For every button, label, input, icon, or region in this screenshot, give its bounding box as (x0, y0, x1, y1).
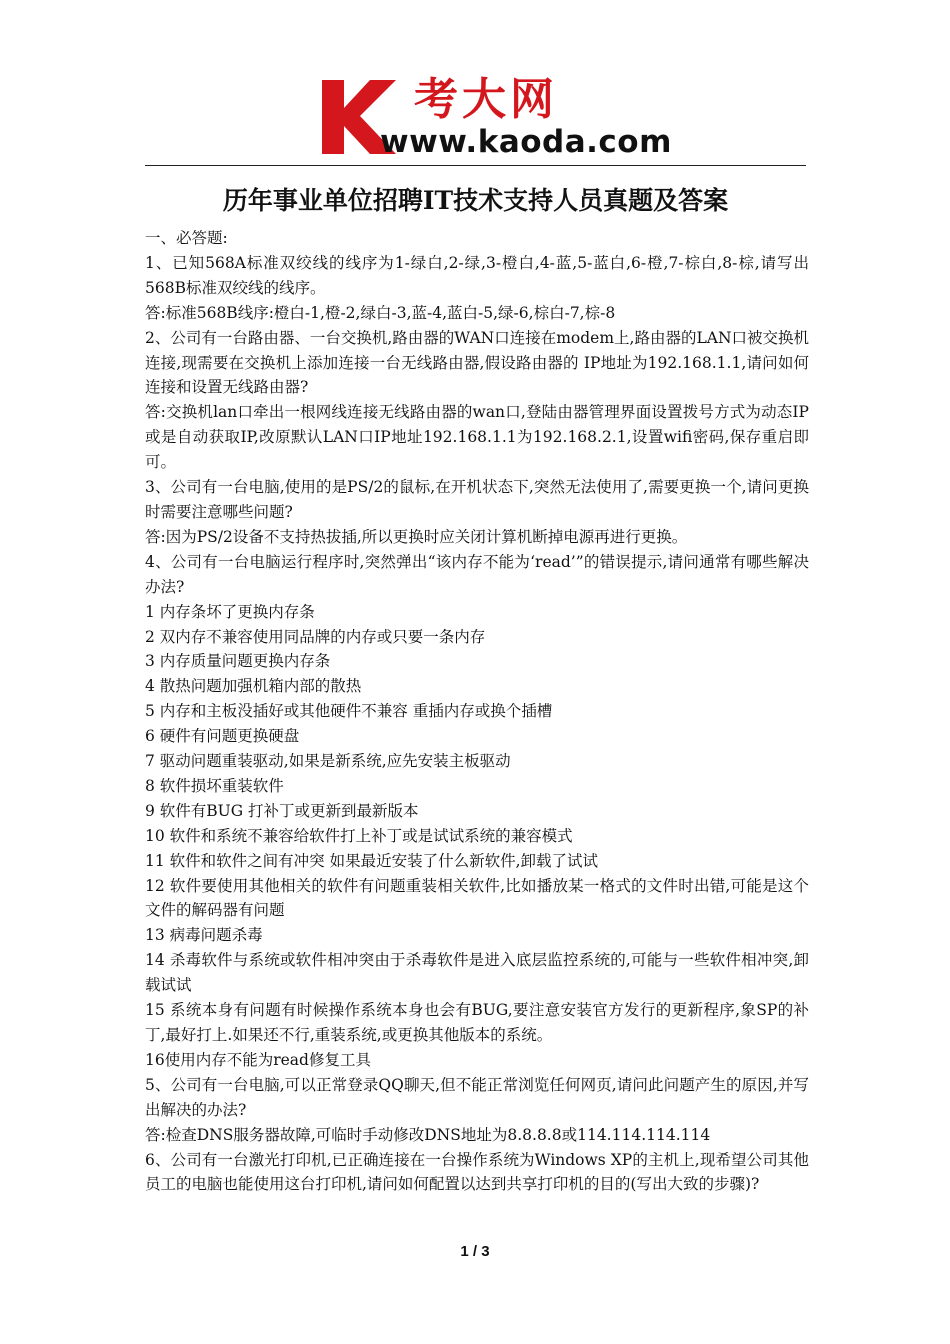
paragraph: 一、必答题: (145, 229, 228, 247)
paragraph: 11 软件和软件之间有冲突 如果最近安装了什么新软件,卸载了试试 (145, 851, 599, 870)
paragraph: 15 系统本身有问题有时候操作系统本身也会有BUG,要注意安装官方发行的更新程序,象SP的补丁,最好打上.如果还不行,重装系统,或更换其他版本的系统。 (145, 1001, 809, 1044)
paragraph: 5、公司有一台电脑,可以正常登录QQ聊天,但不能正常浏览任何网页,请问此问题产生的原因,并写出解决的办法? (145, 1075, 809, 1119)
document-body (145, 226, 809, 1197)
logo-url: www.kaoda.com (380, 124, 672, 160)
paragraph: 3、公司有一台电脑,使用的是PS/2的鼠标,在开机状态下,突然无法使用了,需要更换一个,请问更换时需要注意哪些问题? (145, 478, 809, 521)
paragraph: 3 内存质量问题更换内存条 (145, 652, 331, 671)
page-title: 历年事业单位招聘IT技术支持人员真题及答案 (222, 186, 729, 215)
paragraph: 10 软件和系统不兼容给软件打上补丁或是试试系统的兼容模式 (145, 826, 573, 845)
kaoda-logo (318, 74, 672, 160)
paragraph: 5 内存和主板没插好或其他硬件不兼容 重插内存或换个插槽 (145, 702, 553, 721)
header-divider (145, 165, 806, 166)
paragraph: 16使用内存不能为read修复工具 (145, 1050, 371, 1069)
paragraph: 9 软件有BUG 打补丁或更新到最新版本 (145, 801, 419, 820)
paragraph: 6、公司有一台激光打印机,已正确连接在一台操作系统为Windows XP的主机上,现希望公司其他员工的电脑也能使用这台打印机,请问如何配置以达到共享打印机的目的(写出大致的步骤)? (145, 1150, 809, 1194)
paragraph: 答:因为PS/2设备不支持热拔插,所以更换时应关闭计算机断掉电源再进行更换。 (145, 527, 688, 546)
paragraph: 答:检查DNS服务器故障,可临时手动修改DNS地址为8.8.8.8或114.114.114.114 (145, 1125, 711, 1144)
paragraph: 2 双内存不兼容使用同品牌的内存或只要一条内存 (145, 627, 486, 646)
logo-title: 考大网 (414, 74, 558, 125)
paragraph: 1 内存条坏了更换内存条 (145, 602, 315, 621)
paragraph: 2、公司有一台路由器、一台交换机,路由器的WAN口连接在modem上,路由器的LAN口被交换机连接,现需要在交换机上添加连接一台无线路由器,假设路由器的 IP地址为192.168.1.1,请问如何连接和设置无线路由器? (145, 328, 810, 397)
paragraph: 13 病毒问题杀毒 (145, 926, 263, 945)
paragraph: 8 软件损坏重装软件 (145, 776, 284, 795)
paragraph: 1、已知568A标准双绞线的线序为1-绿白,2-绿,3-橙白,4-蓝,5-蓝白,6-橙,7-棕白,8-棕,请写出568B标准双绞线的线序。 (145, 253, 809, 297)
page-number: 1 / 3 (460, 1243, 490, 1260)
paragraph: 答:标准568B线序:橙白-1,橙-2,绿白-3,蓝-4,蓝白-5,绿-6,棕白-7,棕-8 (145, 303, 616, 322)
paragraph: 4 散热问题加强机箱内部的散热 (145, 677, 362, 696)
paragraph: 14 杀毒软件与系统或软件相冲突由于杀毒软件是进入底层监控系统的,可能与一些软件相冲突,卸载试试 (145, 951, 809, 995)
paragraph: 7 驱动问题重装驱动,如果是新系统,应先安装主板驱动 (145, 752, 511, 771)
paragraph: 6 硬件有问题更换硬盘 (145, 727, 300, 746)
paragraph: 4、公司有一台电脑运行程序时,突然弹出“该内存不能为‘read’”的错误提示,请问通常有哪些解决办法? (145, 552, 809, 596)
paragraph: 12 软件要使用其他相关的软件有问题重装相关软件,比如播放某一格式的文件时出错,可能是这个文件的解码器有问题 (145, 876, 809, 920)
paragraph: 答:交换机lan口牵出一根网线连接无线路由器的wan口,登陆由器管理界面设置拨号方式为动态IP或是自动获取IP,改原默认LAN口IP地址192.168.1.1为192.168.2.1,设置wifi密码,保存重启即可。 (145, 403, 809, 472)
